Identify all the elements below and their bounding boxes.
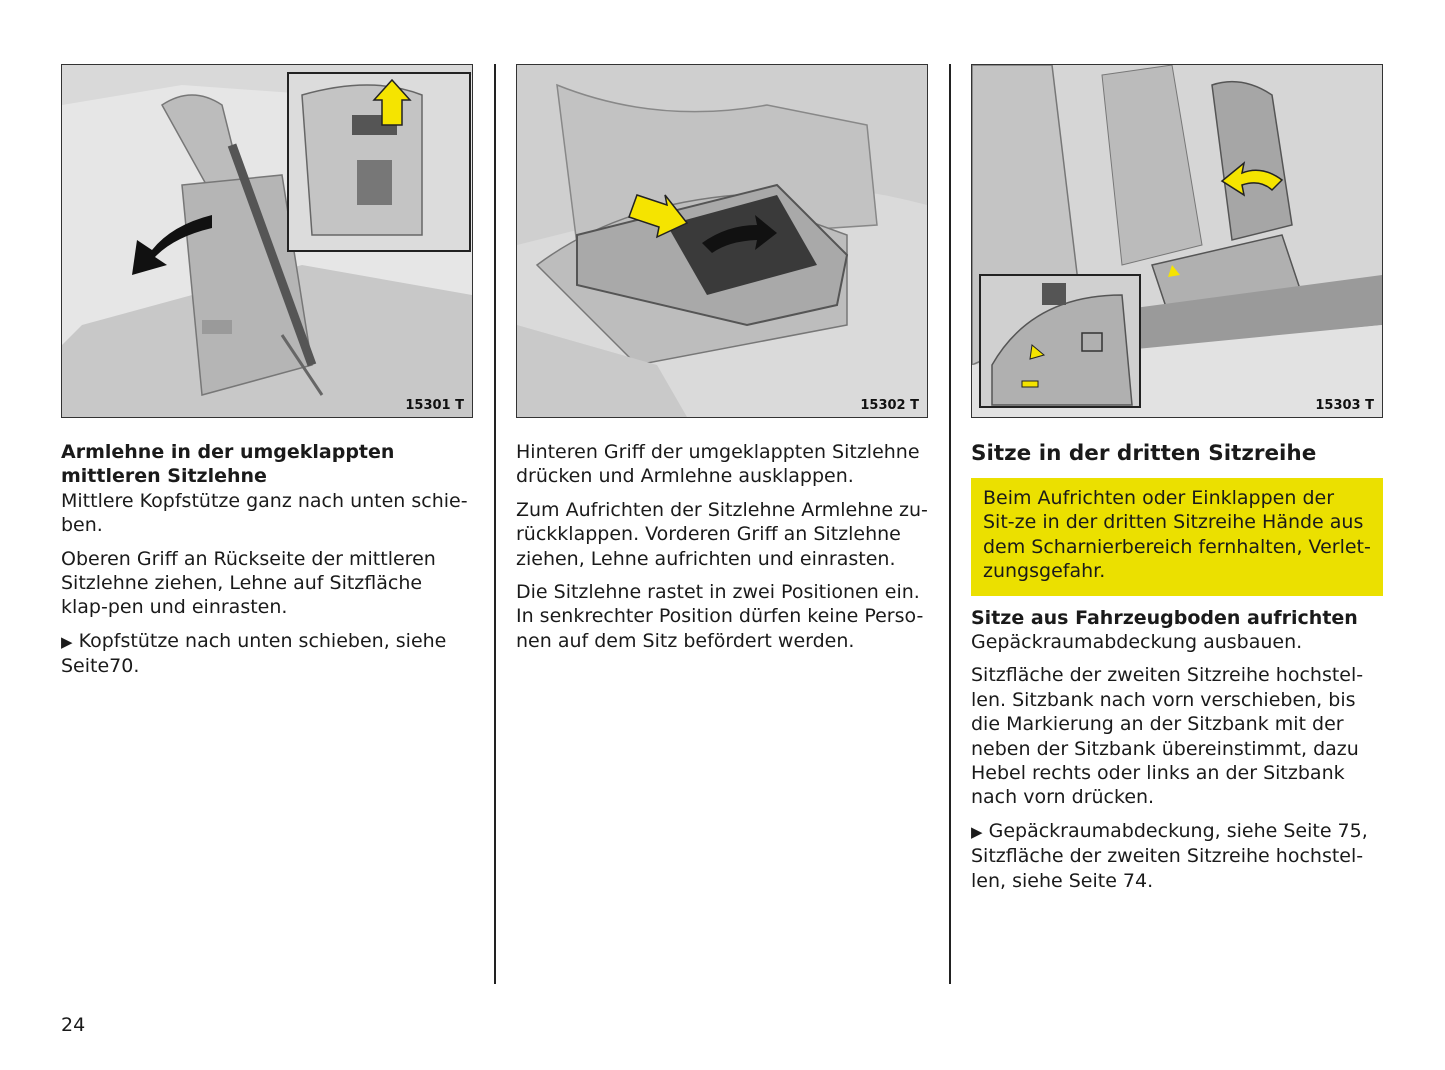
figure-third-row-seats <box>971 64 1383 418</box>
paragraph: Oberen Griff an Rückseite der mittleren Sitzlehne ziehen, Lehne auf Sitzfläche klap-pen und einrasten. <box>61 547 436 619</box>
seat-illustration-3 <box>972 65 1382 417</box>
cross-reference-text[interactable]: Kopfstütze nach unten schieben, siehe Seite70. <box>61 629 447 678</box>
figure-label: 15301 T <box>405 398 464 413</box>
paragraph: Mittlere Kopfstütze ganz nach unten schie-ben. <box>61 489 468 537</box>
column-divider <box>949 64 951 984</box>
subheading: Sitze aus Fahrzeugboden aufrichten <box>971 606 1358 629</box>
column-2 <box>516 64 928 662</box>
seat-illustration-1 <box>62 65 472 417</box>
section-heading: Armlehne in der umgeklappten mittleren Sitzlehne <box>61 441 395 488</box>
triangle-pointer-icon: ▶ <box>61 632 73 651</box>
cross-reference-text[interactable]: Gepäckraumabdeckung, siehe Seite 75, Sitzfläche der zweiten Sitzreihe hochstel-len, siehe Seite 74. <box>971 819 1368 892</box>
paragraph: Hinteren Griff der umgeklappten Sitzlehne drücken und Armlehne ausklappen. <box>516 441 920 488</box>
section-heading: Sitze in der dritten Sitzreihe <box>971 441 1317 466</box>
cross-reference <box>971 819 1383 893</box>
seat-illustration-2 <box>517 65 927 417</box>
figure-label: 15303 T <box>1315 398 1374 413</box>
figure-armrest-unfold <box>516 64 928 418</box>
page-number: 24 <box>61 1014 86 1036</box>
warning-box: Beim Aufrichten oder Einklappen der Sit-ze in der dritten Sitzreihe Hände aus dem Scharnierbereich fernhalten, Verlet-zungsgefahr. <box>971 478 1383 596</box>
paragraph: Die Sitzlehne rastet in zwei Positionen ein. In senkrechter Position dürfen keine Perso-nen auf dem Sitz befördert werden. <box>516 581 924 652</box>
paragraph: Sitzfläche der zweiten Sitzreihe hochstel-len. Sitzbank nach vorn verschieben, bis die Markierung an der Sitzbank mit der neben der Sitzbank übereinstimmt, dazu Hebel rechts oder links an der Sitzbank nach vorn drücken. <box>971 664 1364 809</box>
figure-armrest-center-backrest <box>61 64 473 418</box>
paragraph: Gepäckraumabdeckung ausbauen. <box>971 631 1303 654</box>
cross-reference <box>61 629 473 679</box>
column-1 <box>61 64 473 688</box>
column-divider <box>494 64 496 984</box>
column-3 <box>971 64 1383 902</box>
paragraph: Zum Aufrichten der Sitzlehne Armlehne zu-rückklappen. Vorderen Griff an Sitzlehne ziehen, Lehne aufrichten und einrasten. <box>516 498 928 570</box>
figure-label: 15302 T <box>860 398 919 413</box>
triangle-pointer-icon: ▶ <box>971 822 983 841</box>
